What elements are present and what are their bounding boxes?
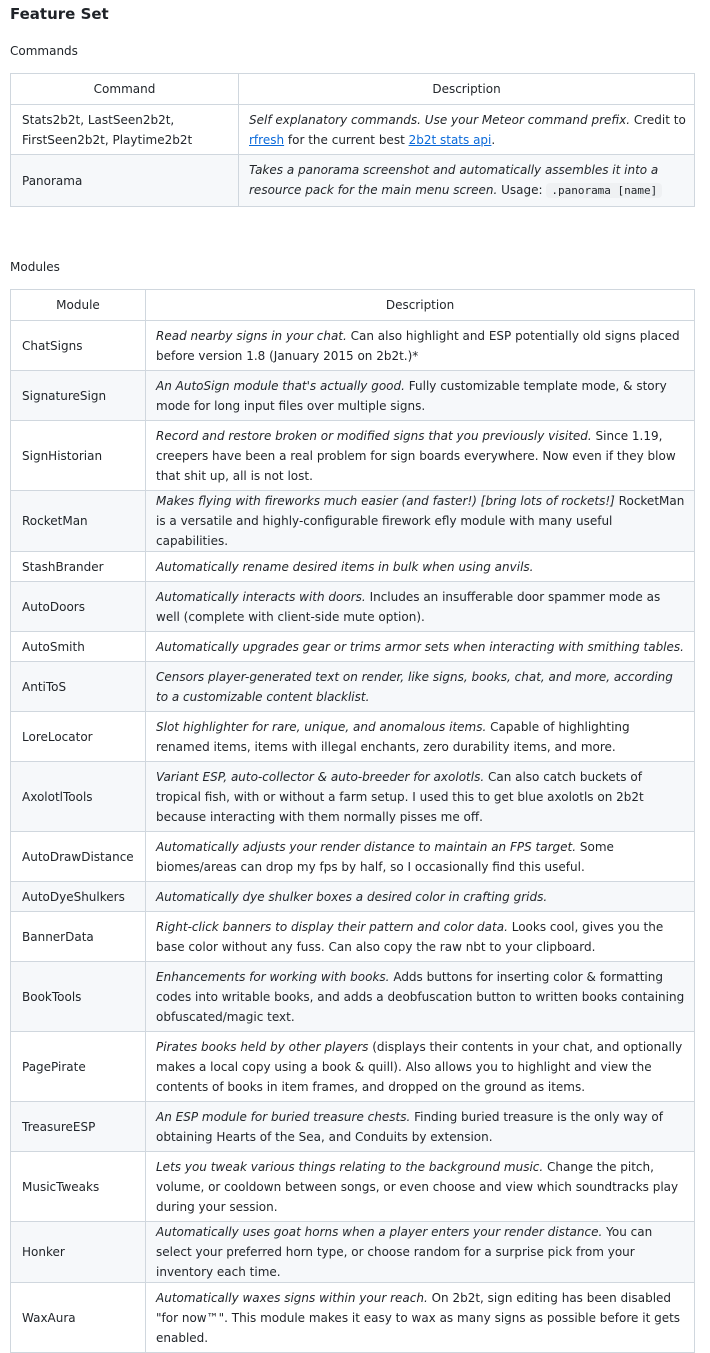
table-row [11, 1222, 695, 1283]
table-header-row [11, 290, 695, 321]
table-row [11, 371, 695, 421]
usage-code: .panorama [name] [546, 183, 662, 198]
description-text: Can also catch buckets of tropical fish, with or without a farm setup. I used this to get blue axolotls on 2b2t because interacting with them normally pisses me off. [156, 769, 644, 824]
column-header-module: Module [11, 290, 146, 321]
description-lead: Makes flying with fireworks much easier (and faster!) [bring lots of rockets!] [156, 494, 615, 508]
table-header-row [11, 74, 695, 105]
module-name: SignatureSign [11, 371, 146, 421]
description-lead: Takes a panorama screenshot and automatically assembles it into a resource pack for the main menu screen. [249, 163, 659, 197]
table-row [11, 552, 695, 582]
description-lead: Enhancements for working with books. [156, 969, 390, 984]
description-lead: Automatically waxes signs within your reach. [156, 1290, 428, 1305]
description-text: Capable of highlighting renamed items, items with illegal enchants, zero durability items, and more. [156, 719, 630, 754]
table-row [11, 632, 695, 662]
table-row [11, 832, 695, 882]
module-description [146, 421, 695, 491]
table-row [11, 1032, 695, 1102]
table-row [11, 882, 695, 912]
page-title: Feature Set [10, 5, 109, 23]
description-text: Usage: [497, 183, 547, 197]
module-name: PagePirate [11, 1032, 146, 1102]
module-name: AutoSmith [11, 632, 146, 662]
description-lead: An ESP module for buried treasure chests. [156, 1109, 411, 1124]
module-description [146, 552, 695, 582]
module-description [146, 832, 695, 882]
description-lead: Pirates books held by other players [156, 1039, 369, 1054]
description-text: Change the pitch, volume, or cooldown between songs, or even choose and view which soundtracks play during your session. [156, 1159, 679, 1214]
table-row [11, 421, 695, 491]
module-name: BookTools [11, 962, 146, 1032]
column-header-description: Description [239, 74, 695, 105]
table-row [11, 912, 695, 962]
module-name: AutoDrawDistance [11, 832, 146, 882]
module-name: AxolotlTools [11, 762, 146, 832]
description-lead: Read nearby signs in your chat. [156, 328, 347, 343]
description-text: Fully customizable template mode, & story mode for long input files over multiple signs. [156, 378, 667, 413]
module-description [146, 371, 695, 421]
module-description [146, 1152, 695, 1222]
description-lead: Variant ESP, auto-collector & auto-breeder for axolotls. [156, 769, 485, 784]
column-header-command: Command [11, 74, 239, 105]
module-name: AutoDyeShulkers [11, 882, 146, 912]
description-lead: Slot highlighter for rare, unique, and anomalous items. [156, 719, 487, 734]
description-text: You can select your preferred horn type, or choose random for a surprise pick from your inventory each time. [156, 1225, 653, 1279]
description-lead: Right-click banners to display their pattern and color data. [156, 919, 508, 934]
description-lead: Record and restore broken or modified signs that you previously visited. [156, 428, 592, 443]
table-row [11, 712, 695, 762]
table-row [11, 1152, 695, 1222]
module-name: StashBrander [11, 552, 146, 582]
description-text: (displays their contents in your chat, and optionally makes a local copy using a book & quill). Also allows you to highlight and view the contents of books in item frames, and dropped on the ground as items. [156, 1039, 683, 1094]
description-text: Finding buried treasure is the only way of obtaining Hearts of the Sea, and Conduits by extension. [156, 1109, 663, 1144]
description-text: Can also highlight and ESP potentially old signs placed before version 1.8 (January 2015 on 2b2t.)* [156, 328, 680, 363]
command-name: Panorama [11, 155, 239, 207]
modules-heading: Modules [10, 260, 60, 274]
description-text: Adds buttons for inserting color & formatting codes into writable books, and adds a deobfuscation button to written books containing obfuscated/magic text. [156, 969, 685, 1024]
description-text: for the current best [284, 132, 409, 147]
table-row [11, 491, 695, 552]
column-header-description: Description [146, 290, 695, 321]
description-lead: Lets you tweak various things relating to the background music. [156, 1159, 544, 1174]
stats-api-link[interactable]: 2b2t stats api [408, 132, 492, 147]
description-text: Since 1.19, creepers have been a real problem for sign boards everywhere. Now even if they blow that shit up, all is not lost. [156, 428, 676, 483]
module-name: ChatSigns [11, 321, 146, 371]
module-description [146, 912, 695, 962]
description-text: RocketMan is a versatile and highly-configurable firework efly module with many useful capabilities. [156, 494, 685, 548]
module-description [146, 491, 695, 552]
modules-table [10, 289, 695, 1353]
module-name: AntiToS [11, 662, 146, 712]
module-description [146, 582, 695, 632]
module-description [146, 712, 695, 762]
commands-table [10, 73, 695, 207]
description-lead: Automatically dye shulker boxes a desired color in crafting grids. [156, 889, 548, 904]
description-lead: Automatically uses goat horns when a player enters your render distance. [156, 1225, 603, 1239]
table-row [11, 155, 695, 207]
commands-heading: Commands [10, 44, 78, 58]
description-text: Includes an insufferable door spammer mode as well (complete with client-side mute option). [156, 589, 661, 624]
module-name: LoreLocator [11, 712, 146, 762]
description-lead: An AutoSign module that's actually good. [156, 378, 405, 393]
description-lead: Automatically rename desired items in bulk when using anvils. [156, 559, 534, 574]
module-name: MusicTweaks [11, 1152, 146, 1222]
command-name: Stats2b2t, LastSeen2b2t, FirstSeen2b2t, Playtime2b2t [11, 105, 239, 155]
description-text: Some biomes/areas can drop my fps by half, so I occasionally find this useful. [156, 839, 614, 874]
module-name: TreasureESP [11, 1102, 146, 1152]
command-description [239, 155, 695, 207]
table-row [11, 662, 695, 712]
description-lead: Censors player-generated text on render, like signs, books, chat, and more, according to a customizable content blacklist. [156, 669, 673, 704]
module-name: RocketMan [11, 491, 146, 552]
rfresh-link[interactable]: rfresh [249, 132, 285, 147]
table-row [11, 1283, 695, 1353]
table-row [11, 105, 695, 155]
table-row [11, 321, 695, 371]
module-name: BannerData [11, 912, 146, 962]
module-name: WaxAura [11, 1283, 146, 1353]
table-row [11, 1102, 695, 1152]
module-description [146, 1222, 695, 1283]
module-description [146, 762, 695, 832]
command-description [239, 105, 695, 155]
description-text: Looks cool, gives you the base color without any fuss. Can also copy the raw nbt to your clipboard. [156, 919, 664, 954]
table-row [11, 962, 695, 1032]
description-text: . [491, 132, 496, 147]
description-lead: Automatically interacts with doors. [156, 589, 366, 604]
description-text: Credit to [630, 112, 686, 127]
table-row [11, 582, 695, 632]
module-description [146, 1032, 695, 1102]
module-description [146, 1102, 695, 1152]
module-description [146, 632, 695, 662]
table-row [11, 762, 695, 832]
module-description [146, 962, 695, 1032]
description-text: On 2b2t, sign editing has been disabled "for now™". This module makes it easy to wax as many signs as possible before it gets enabled. [156, 1290, 681, 1345]
description-lead: Self explanatory commands. Use your Meteor command prefix. [249, 112, 631, 127]
description-lead: Automatically adjusts your render distance to maintain an FPS target. [156, 839, 577, 854]
description-lead: Automatically upgrades gear or trims armor sets when interacting with smithing tables. [156, 639, 684, 654]
module-name: SignHistorian [11, 421, 146, 491]
module-description [146, 1283, 695, 1353]
module-description [146, 321, 695, 371]
module-name: Honker [11, 1222, 146, 1283]
module-description [146, 662, 695, 712]
module-description [146, 882, 695, 912]
module-name: AutoDoors [11, 582, 146, 632]
